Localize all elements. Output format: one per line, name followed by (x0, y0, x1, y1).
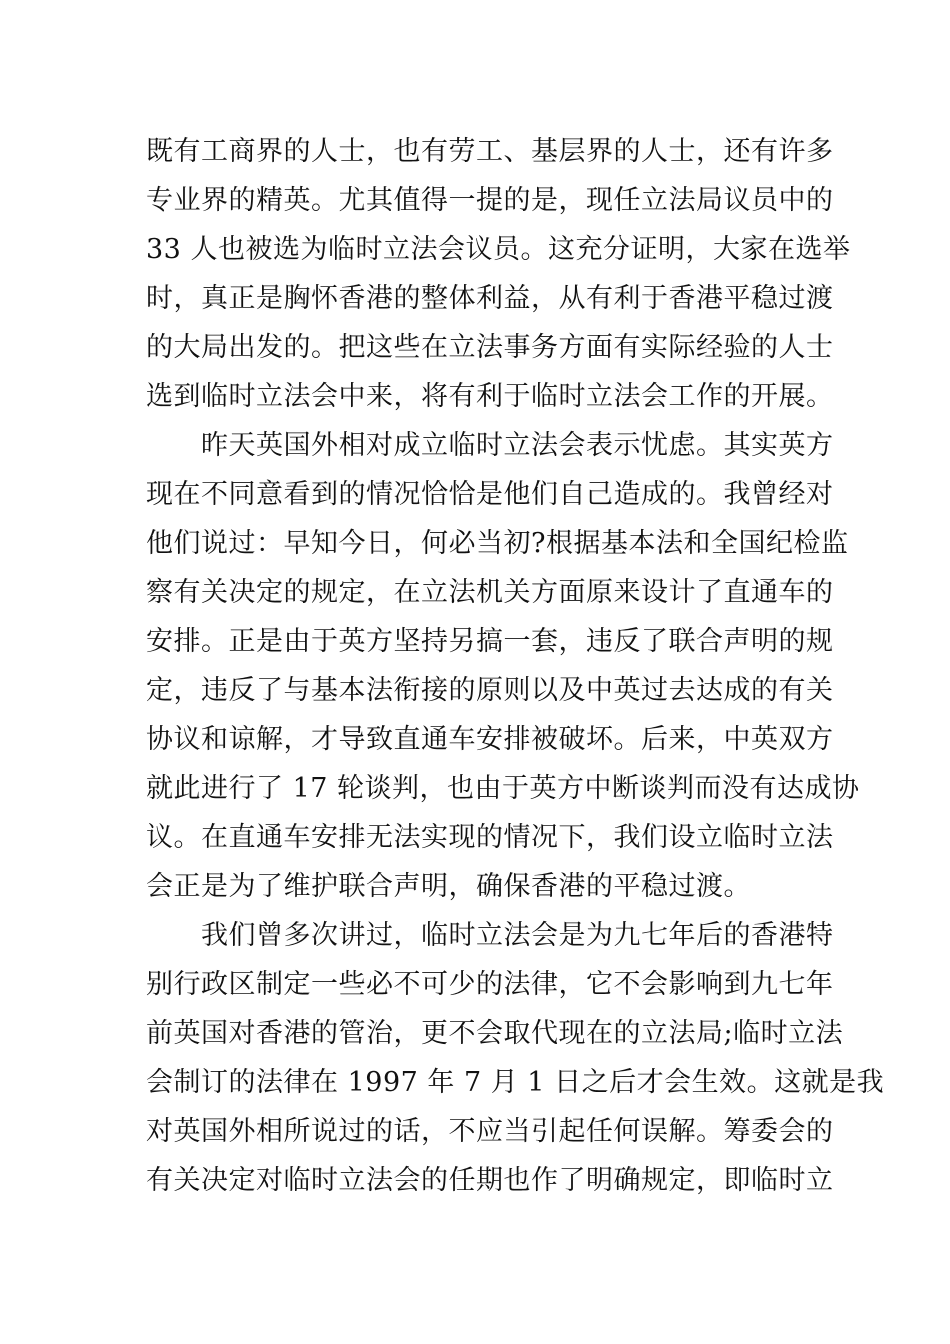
text-line: 协议和谅解，才导致直通车安排被破坏。后来，中英双方 (146, 724, 834, 755)
text-line: 会正是为了维护联合声明，确保香港的平稳过渡。 (146, 871, 751, 902)
text-line: 前英国对香港的管治，更不会取代现在的立法局;临时立法 (146, 1018, 844, 1049)
text-line: 定，违反了与基本法衔接的原则以及中英过去达成的有关 (146, 675, 834, 706)
text-line: 既有工商界的人士，也有劳工、基层界的人士，还有许多 (146, 136, 834, 167)
text-line: 就此进行了 17 轮谈判，也由于英方中断谈判而没有达成协 (146, 773, 860, 804)
text-line: 昨天英国外相对成立临时立法会表示忧虑。其实英方 (146, 430, 834, 461)
text-line: 我们曾多次讲过，临时立法会是为九七年后的香港特 (146, 920, 834, 951)
text-line: 有关决定对临时立法会的任期也作了明确规定，即临时立 (146, 1165, 834, 1196)
text-line: 现在不同意看到的情况恰恰是他们自己造成的。我曾经对 (146, 479, 834, 510)
text-line: 选到临时立法会中来，将有利于临时立法会工作的开展。 (146, 381, 834, 412)
text-line: 的大局出发的。把这些在立法事务方面有实际经验的人士 (146, 332, 834, 363)
text-line: 专业界的精英。尤其值得一提的是，现任立法局议员中的 (146, 185, 834, 216)
body-text (146, 127, 885, 1205)
text-line: 33 人也被选为临时立法会议员。这充分证明，大家在选举 (146, 234, 851, 265)
text-line: 安排。正是由于英方坚持另搞一套，违反了联合声明的规 (146, 626, 834, 657)
text-line: 察有关决定的规定，在立法机关方面原来设计了直通车的 (146, 577, 834, 608)
text-line: 会制订的法律在 1997 年 7 月 1 日之后才会生效。这就是我 (146, 1067, 885, 1098)
text-line: 他们说过：早知今日，何必当初?根据基本法和全国纪检监 (146, 528, 849, 559)
text-line: 时，真正是胸怀香港的整体利益，从有利于香港平稳过渡 (146, 283, 834, 314)
text-line: 别行政区制定一些必不可少的法律，它不会影响到九七年 (146, 969, 834, 1000)
text-line: 对英国外相所说过的话，不应当引起任何误解。筹委会的 (146, 1116, 834, 1147)
text-line: 议。在直通车安排无法实现的情况下，我们设立临时立法 (146, 822, 834, 853)
